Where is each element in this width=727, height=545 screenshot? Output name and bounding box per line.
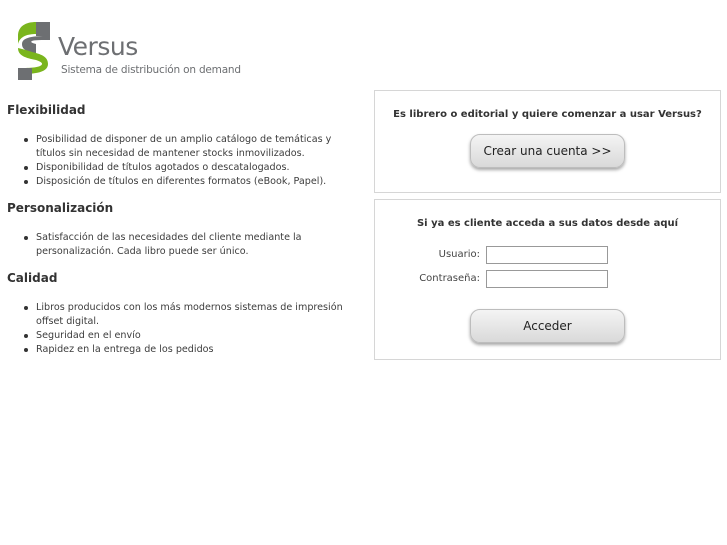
list-item: Rapidez en la entrega de los pedidos	[36, 343, 362, 357]
password-row	[375, 270, 720, 290]
list-item: Posibilidad de disponer de un amplio catálogo de temáticas y títulos sin necesidad de mantener stocks inmovilizados.	[36, 133, 362, 161]
login-prompt: Si ya es cliente acceda a sus datos desde aquí	[416, 218, 679, 229]
list-item: Disposición de títulos en diferentes formatos (eBook, Papel).	[36, 175, 362, 189]
signup-panel	[374, 90, 721, 193]
list-item: Libros producidos con los más modernos sistemas de impresión offset digital.	[36, 301, 362, 329]
section-personalizacion	[7, 201, 362, 259]
username-field[interactable]	[486, 246, 608, 264]
section-title: Calidad	[7, 271, 58, 285]
section-flexibilidad	[7, 103, 362, 189]
login-panel	[374, 199, 721, 360]
section-calidad	[7, 271, 362, 357]
list-item: Satisfacción de las necesidades del cliente mediante la personalización. Cada libro puede ser único.	[36, 231, 362, 259]
create-account-button[interactable]: Crear una cuenta >>	[470, 134, 625, 168]
signup-prompt: Es librero o editorial y quiere comenzar a usar Versus?	[393, 109, 702, 120]
feature-list	[7, 301, 362, 357]
brand-tagline: Sistema de distribución on demand	[61, 64, 241, 76]
versus-logo	[16, 22, 246, 80]
list-item: Disponibilidad de títulos agotados o descatalogados.	[36, 161, 362, 175]
brand-name: Versus	[58, 32, 138, 61]
feature-list	[7, 231, 362, 259]
section-title: Flexibilidad	[7, 103, 86, 117]
login-button[interactable]: Acceder	[470, 309, 625, 343]
list-item: Seguridad en el envío	[36, 329, 362, 343]
password-label: Contraseña:	[419, 273, 480, 284]
features-column	[7, 103, 362, 369]
feature-list	[7, 133, 362, 189]
username-row	[375, 246, 720, 266]
versus-s-icon	[16, 22, 52, 80]
username-label: Usuario:	[438, 249, 480, 260]
section-title: Personalización	[7, 201, 114, 215]
password-field[interactable]	[486, 270, 608, 288]
